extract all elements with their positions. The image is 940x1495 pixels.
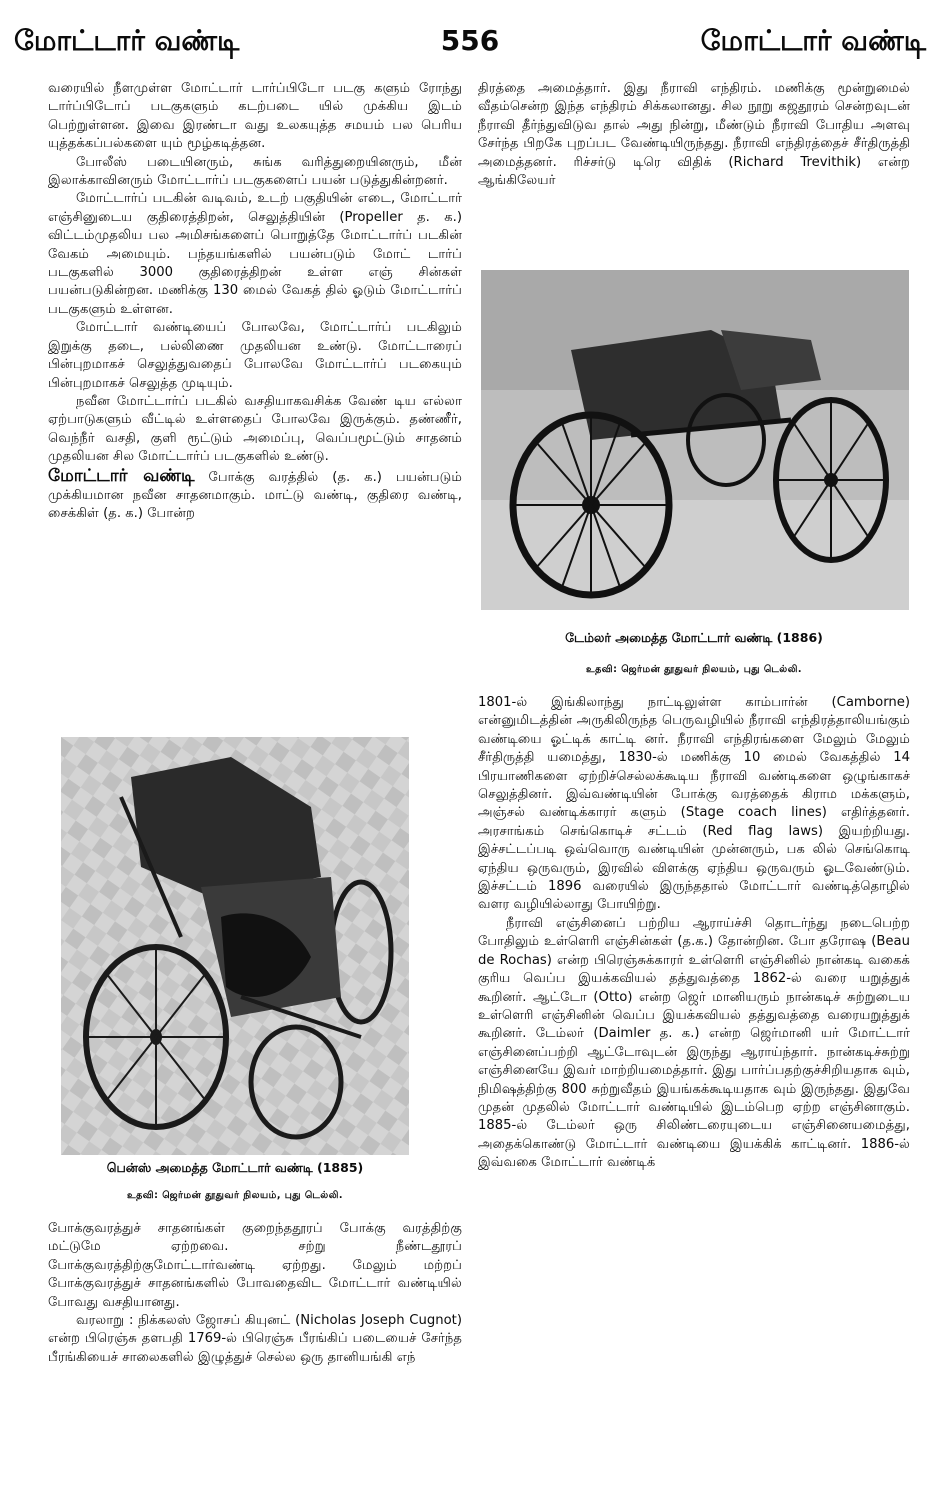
entry-heading: மோட்டார் வண்டி — [48, 465, 195, 486]
entry-paragraph — [48, 467, 462, 524]
paragraph: நவீன மோட்டார்ப் படகில் வசதியாகவசிக்க வேண் டிய எல்லா ஏற்பாடுகளும் வீட்டில் உள்ளதைப் போலவே இருக்கும். தண்ணீர், வெந்நீர் வசதி, குளி ரூட்டும் அமைப்பு, வெப்பமூட்டும் சாதனம் முதலியன சில மோட்டார்ப் படகுகளில் உண்டு. — [48, 393, 462, 465]
page-number: 556 — [440, 24, 500, 57]
benz-figure-caption: பென்ஸ் அமைத்த மோட்டார் வண்டி (1885) — [106, 1160, 364, 1175]
daimler-figure-caption: டேம்லர் அமைத்த மோட்டார் வண்டி (1886) — [565, 630, 823, 645]
paragraph: நீராவி எஞ்சினைப் பற்றிய ஆராய்ச்சி தொடர்ந்து நடைபெற்ற போதிலும் உள்ளெரி எஞ்சின்கள் (த.க.) தோன்றின. போ தரோஷ (Beau de Rochas) என்ற பிரெஞ்சுக்காரர் உள்ளெரி எஞ்சினில் நான்கடி வகைக் குரிய வெப்ப இயக்கவியல் தத்துவத்தை 1862-ல் வரை யறுத்துக் கூறினர். ஆட்டோ (Otto) என்ற ஜெர் மானியரும் நான்கடிச் சுற்றுடைய உள்ளெரி எஞ்சினின் வெப்ப இயக்கவியல் தத்துவத்தை வரையறுத்துக் கூறினர். டேம்லர் (Daimler த. க.) என்ற ஜெர்மானி யர் மோட்டார் எஞ்சினைப்பற்றி ஆட்டோவுடன் இருந்து ஆராய்ந்தார். நான்கடிச்சுற்று எஞ்சினையே இவர் மாற்றியமைத்தார். இது பார்ப்பதற்குச்சிறியதாக வும், நிமிஷத்திற்கு 800 சுற்றுவீதம் இயங்கக்கூடியதாக வும் இருந்தது. இதுவே முதன் முதலில் மோட்டார் வண்டியில் இடம்பெற ஏற்ற எஞ்சினாகும். 1885-ல் டேம்லர் ஒரு சிலிண்டரையுடைய எஞ்சினையமைத்து, அதைக்கொண்டு மோட்டார் வண்டியை இயக்கிக் காட்டினர். 1886-ல் இவ்வகை மோட்டார் வண்டிக் — [478, 915, 910, 1171]
paragraph: போலீஸ் படையினரும், சுங்க வரித்துறையினரும், மீன் இலாக்காவினரும் மோட்டார்ப் படகுகளைப் பயன் படுத்துகின்றனர். — [48, 154, 462, 189]
paragraph: திரத்தை அமைத்தார். இது நீராவி எந்திரம். மணிக்கு மூன்றுமைல் வீதம்சென்ற இந்த எந்திரம் சிக்கலானது. சில நூறு கஜதூரம் சென்றவுடன் நீராவி தீர்ந்துவிடுவ தால் அது நின்று, மீண்டும் நீராவி போதிய அளவு சேர்ந்த பிறகே புறப்பட வேண்டியிருந்தது. நீராவி எந்திரத்தைச் சீர்திருத்தி அமைத்தனர். ரிச்சர்டு டிரெ விதிக் (Richard Trevithik) என்ற ஆங்கிலேயர் — [478, 81, 910, 189]
benz-figure-credit: உதவி: ஜெர்மன் தூதுவர் நிலயம், புது டெல்லி. — [127, 1190, 343, 1201]
left-column-top — [48, 80, 462, 524]
left-column-bottom — [48, 1220, 462, 1367]
right-column-top — [478, 80, 910, 190]
paragraph: மோட்டார் வண்டியைப் போலவே, மோட்டார்ப் படகிலும் இறுக்கு தடை, பல்லிணை முதலியன உண்டு. மோட்டாரைப் பின்புறமாகச் செலுத்துவதைப் போலவே மோட்டார்ப் படகையும் பின்புறமாகச் செலுத்த முடியும். — [48, 320, 462, 391]
paragraph: மோட்டார்ப் படகின் வடிவம், உடற் பகுதியின் எடை, மோட்டார் எஞ்சினுடைய குதிரைத்திறன், செலுத்தியின் (Propeller த. க.) விட்டம்முதலிய பல அமிசங்களைப் பொறுத்தே மோட்டார்ப் படகின் வேகம் அமையும். பந்தயங்களில் பயன்படும் மோட் டார்ப் படகுகளில் 3000 குதிரைத்திறன் உள்ள எஞ் சின்கள் பயன்படுகின்றன. மணிக்கு 130 மைல் வேகத் தில் ஓடும் மோட்டார்ப் படகுகளும் உள்ளன. — [48, 191, 462, 317]
running-head-left: மோட்டார் வண்டி — [14, 24, 240, 57]
paragraph: வரலாறு : நிக்கலஸ் ஜோசப் கியுனட் (Nicholas Joseph Cugnot) என்ற பிரெஞ்சு தளபதி 1769-ல் பிரெஞ்சு பீரங்கிப் படையைச் சேர்ந்த பீரங்கியைச் சாலைகளில் இழுத்துச் செல்ல ஒரு தானியங்கி எந் — [48, 1313, 462, 1365]
daimler-car-photo — [481, 270, 909, 610]
daimler-figure-credit: உதவி: ஜெர்மன் தூதுவர் நிலயம், புது டெல்லி. — [586, 664, 802, 675]
right-column-bottom — [478, 694, 910, 1173]
entry-text: போக்கு வரத்தில் (த. க.) பயன்படும் முக்கியமான நவீன சாதனமாகும். மாட்டு வண்டி, குதிரை வண்டி, சைக்கிள் (த. க.) போன்ற — [48, 469, 462, 522]
paragraph: 1801-ல் இங்கிலாந்து நாட்டிலுள்ள காம்பார்ன் (Camborne) என்னுமிடத்தின் அருகிலிருந்த பெருவழியில் நீராவி எந்திரத்தாலியங்கும் வண்டியை ஓட்டிக் காட்டி னர். நீராவி எந்திரங்களை மேலும் மேலும் சீர்திருத்தி யமைத்து, 1830-ல் மணிக்கு 10 மைல் வேகத்தில் 14 பிரயாணிகளை ஏற்றிச்செல்லக்கூடிய நீராவி வண்டிகளை ஒழுங்காகச் செலுத்தினர். இவ்வண்டியின் போக்கு வரத்தைக் கிராம மக்களும், அஞ்சல் வண்டிக்காரர் களும் (Stage coach lines) எதிர்த்தனர். அரசாங்கம் செங்கொடிச் சட்டம் (Red flag laws) இயற்றியது. இச்சட்டப்படி ஒவ்வொரு வண்டியின் முன்னரும், பக லில் செங்கொடி ஏந்திய ஒருவரும், இரவில் விளக்கு ஏந்திய ஒருவரும் ஓடவேண்டும். இச்சட்டம் 1896 வரையில் இருந்ததால் மோட்டார் வண்டித்தொழில் வளர வழியில்லாது போயிற்று. — [478, 695, 910, 913]
running-head-right: மோட்டார் வண்டி — [700, 24, 926, 57]
paragraph: போக்குவரத்துச் சாதனங்கள் குறைந்ததூரப் போக்கு வரத்திற்கு மட்டுமே ஏற்றவை. சற்று நீண்டதூரப் போக்குவரத்திற்குமோட்டார்வண்டி ஏற்றது. மேலும் மற்றப் போக்குவரத்துச் சாதனங்களில் போவதைவிட மோட்டார் வண்டியில் போவது வசதியானது. — [48, 1221, 462, 1310]
benz-car-photo — [61, 737, 409, 1155]
paragraph: வரையில் நீளமுள்ள மோட்டார் டார்ப்பிடோ படகு களும் ரோந்து டார்ப்பிடோப் படகுகளும் கடற்படை யில் முக்கிய இடம் பெற்றுள்ளன. இவை இரண்டா வது உலகயுத்த சமயம் பல பெரிய யுத்தக்கப்பல்களை யும் மூழ்கடித்தன. — [48, 81, 462, 152]
